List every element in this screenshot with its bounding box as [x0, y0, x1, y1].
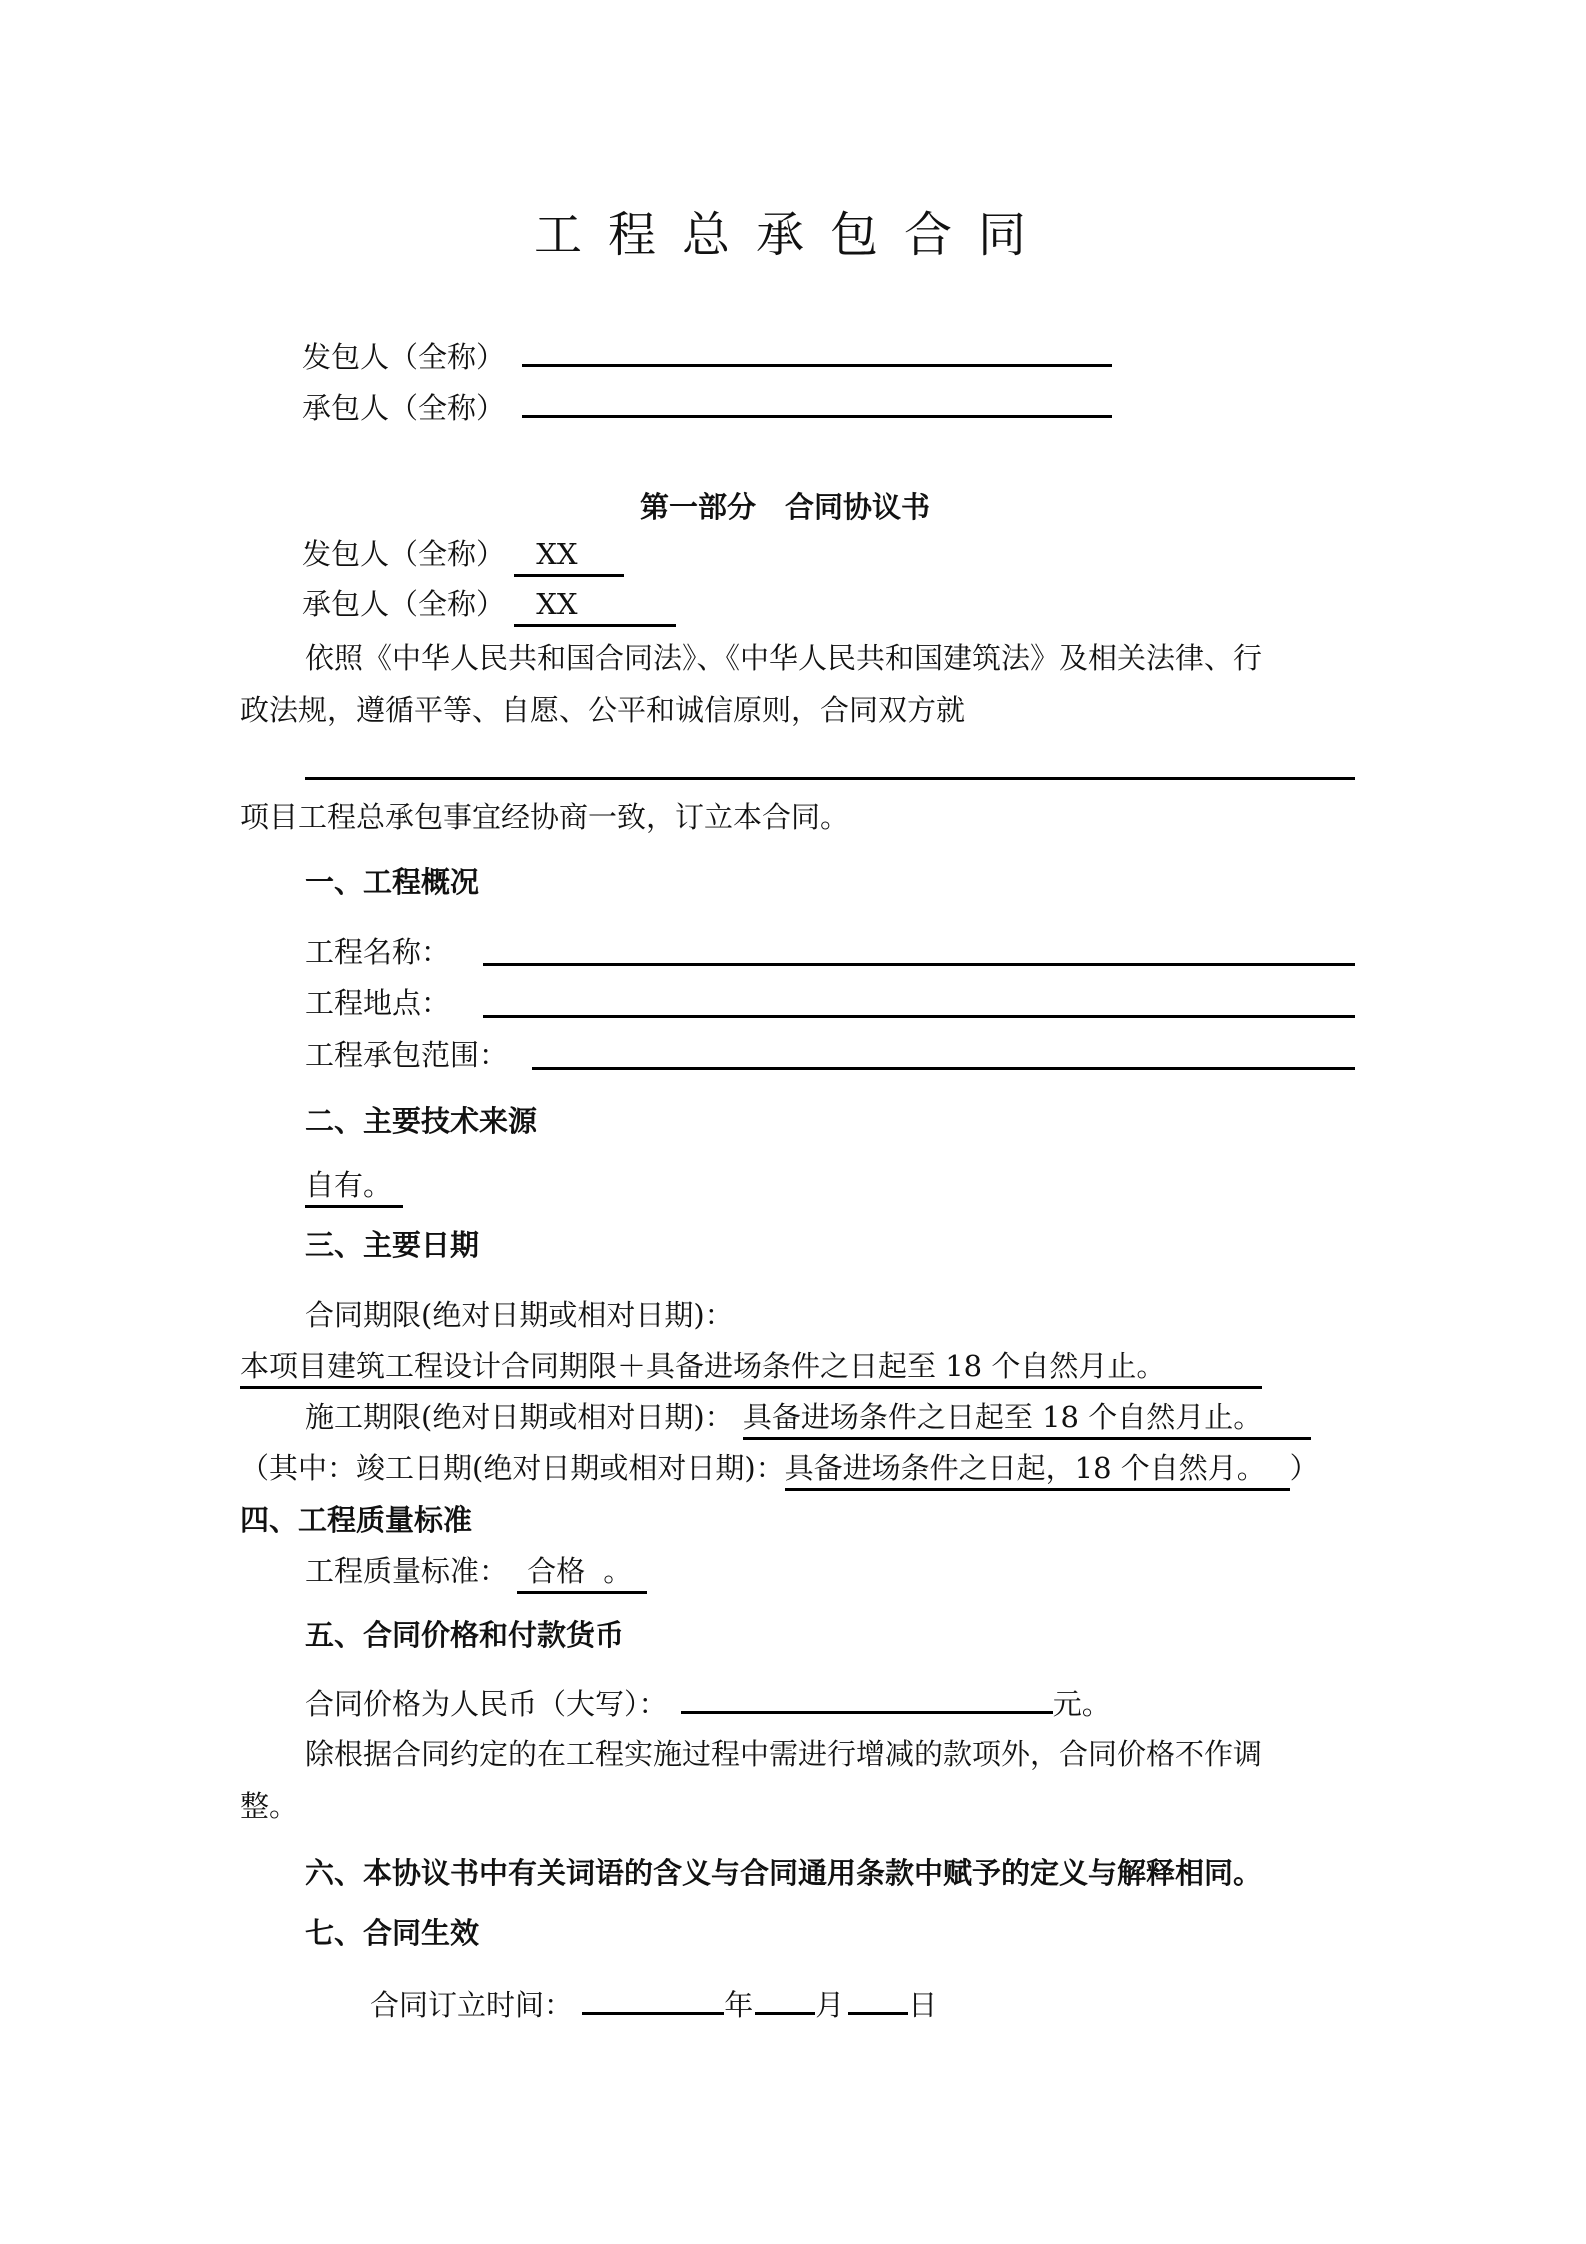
project-name-input[interactable]	[483, 963, 1355, 966]
signing-date-label: 合同订立时间：	[370, 1988, 574, 2022]
project-scope-input[interactable]	[532, 1067, 1355, 1070]
part1-contractor-row	[302, 584, 676, 624]
project-name-label: 工程名称：	[305, 935, 451, 969]
construction-term-value[interactable]: 具备进场条件之日起至 18 个自然月止。	[743, 1397, 1311, 1440]
contract-price-label: 合同价格为人民币（大写）：	[305, 1687, 668, 1721]
signing-day-label: 日	[908, 1988, 938, 2022]
section-3-heading: 三、主要日期	[305, 1228, 480, 1262]
cover-employer-field[interactable]	[522, 334, 1112, 367]
section-6-heading: 六、本协议书中有关词语的含义与合同通用条款中赋予的定义与解释相同。	[305, 1856, 1263, 1890]
tech-source-value[interactable]: 自有。	[305, 1165, 403, 1208]
quality-standard-text: 合格	[527, 1554, 586, 1588]
section-4-heading: 四、工程质量标准	[240, 1503, 473, 1537]
project-location-row	[305, 983, 450, 1023]
signing-month-input[interactable]	[755, 1982, 815, 2015]
quality-standard-label: 工程质量标准：	[305, 1554, 509, 1588]
project-location-input[interactable]	[483, 1015, 1355, 1018]
contract-price-row	[305, 1681, 1111, 1721]
signing-year-label: 年	[724, 1988, 754, 2022]
part1-employer-row	[302, 534, 624, 574]
tech-source-value-row	[305, 1165, 403, 1205]
completion-date-row	[240, 1448, 1319, 1488]
completion-date-suffix: ）	[1289, 1451, 1319, 1485]
contract-term-value[interactable]: 本项目建筑工程设计合同期限＋具备进场条件之日起至 18 个自然月止。	[240, 1346, 1262, 1389]
contract-price-input[interactable]	[681, 1681, 1053, 1714]
project-scope-label: 工程承包范围：	[305, 1038, 509, 1072]
completion-date-value[interactable]: 具备进场条件之日起，18 个自然月。	[785, 1448, 1290, 1491]
signing-date-row	[370, 1982, 937, 2022]
part1-heading: 第一部分 合同协议书	[640, 490, 931, 524]
project-scope-row	[305, 1035, 508, 1075]
price-adjust-line-2: 整。	[240, 1789, 299, 1823]
price-adjust-line-1: 除根据合同约定的在工程实施过程中需进行增减的款项外，合同价格不作调	[305, 1737, 1263, 1771]
quality-standard-period: 。	[603, 1554, 633, 1588]
part1-contractor-label: 承包人（全称）	[302, 587, 506, 621]
intro-line-3: 项目工程总承包事宜经协商一致，订立本合同。	[240, 800, 850, 834]
section-1-heading: 一、工程概况	[305, 865, 480, 899]
cover-contractor-field[interactable]	[522, 385, 1112, 418]
part1-employer-label: 发包人（全称）	[302, 537, 506, 571]
project-name-field[interactable]	[305, 777, 1355, 780]
cover-employer-label: 发包人（全称）	[302, 340, 506, 374]
quality-standard-row	[305, 1551, 647, 1591]
intro-line-2: 政法规，遵循平等、自愿、公平和诚信原则，合同双方就	[240, 693, 966, 727]
signing-month-label: 月	[815, 1988, 845, 2022]
signing-day-input[interactable]	[848, 1982, 908, 2015]
construction-term-label: 施工期限(绝对日期或相对日期)：	[305, 1400, 734, 1434]
section-7-heading: 七、合同生效	[305, 1916, 480, 1950]
project-name-row	[305, 932, 450, 972]
completion-date-prefix: （其中：竣工日期(绝对日期或相对日期)：	[240, 1451, 785, 1485]
contract-term-row	[240, 1346, 1262, 1386]
cover-contractor-label: 承包人（全称）	[302, 391, 506, 425]
contract-term-label: 合同期限(绝对日期或相对日期)：	[305, 1298, 734, 1332]
intro-line-1: 依照《中华人民共和国合同法》、《中华人民共和国建筑法》及相关法律、行	[305, 641, 1263, 675]
construction-term-row	[305, 1397, 1311, 1437]
section-2-heading: 二、主要技术来源	[305, 1104, 538, 1138]
cover-employer-row	[302, 334, 1112, 374]
part1-employer-value[interactable]: XX	[514, 534, 624, 577]
contract-price-unit: 元。	[1052, 1687, 1111, 1721]
document-title: 工程总承包合同	[533, 207, 1052, 263]
project-location-label: 工程地点：	[305, 986, 451, 1020]
signing-year-input[interactable]	[582, 1982, 724, 2015]
part1-contractor-value[interactable]: XX	[514, 584, 676, 627]
quality-standard-value[interactable]	[517, 1551, 647, 1594]
section-5-heading: 五、合同价格和付款货币	[305, 1618, 625, 1652]
cover-contractor-row	[302, 385, 1112, 425]
